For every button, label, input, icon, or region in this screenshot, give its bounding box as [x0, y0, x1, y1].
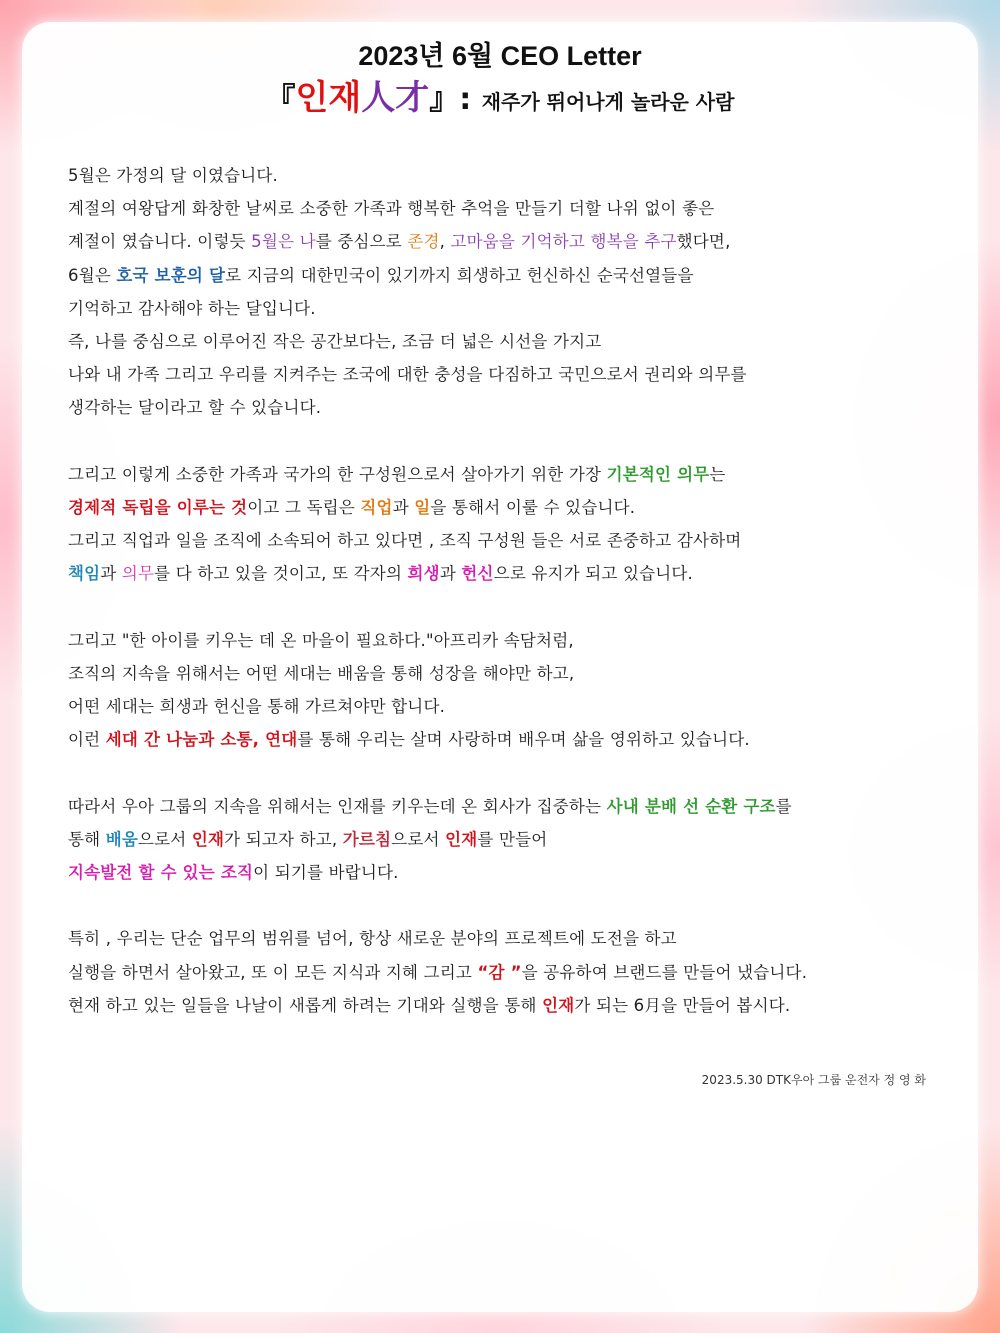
p2-line-1	[68, 463, 928, 496]
text: 통해	[68, 829, 106, 849]
letter-body	[68, 164, 928, 1027]
highlight: 경제적 독립을 이루는 것	[68, 497, 248, 517]
open-bracket: 『	[265, 82, 296, 117]
p5-line-2	[68, 961, 928, 994]
paragraph-gap	[68, 595, 928, 628]
p1-line-6: 즉, 나를 중심으로 이루어진 작은 공간보다는, 조금 더 넓은 시선을 가지고	[68, 331, 602, 351]
text: 를 중심으로	[315, 232, 408, 252]
highlight: 인재	[445, 829, 478, 849]
headline-word-hanja: 人才	[361, 78, 430, 118]
p1-line-3	[68, 230, 928, 263]
highlight: 존경	[407, 232, 440, 252]
p3-line-3: 어떤 세대는 희생과 헌신을 통해 가르쳐야만 합니다.	[68, 697, 446, 716]
text: 을 통해서 이룰 수 있습니다.	[430, 497, 636, 517]
text: 를 다 하고 있을 것이고, 또 각자의	[154, 564, 408, 584]
text: 이고 그 독립은	[247, 497, 361, 517]
p1-line-8: 생각하는 달이라고 할 수 있습니다.	[68, 398, 322, 418]
text: 이 되기를 바랍니다.	[253, 862, 399, 882]
p4-line-3	[68, 861, 928, 894]
highlight: 헌신	[461, 564, 494, 584]
text: 를 통해 우리는 살며 사랑하며 배우며 삶을 영위하고 있습니다.	[297, 730, 750, 750]
text: 6월은	[68, 265, 117, 285]
highlight: 가르침	[342, 829, 392, 849]
close-bracket: 』	[429, 82, 460, 117]
text: 으로 유지가 되고 있습니다.	[493, 564, 693, 584]
text: 가 되는 6月을 만들어 봅시다.	[574, 995, 791, 1015]
letter-title: 2023년 6월 CEO Letter	[358, 41, 642, 71]
highlight: 인재	[191, 829, 225, 849]
headline-subtitle: 재주가 뛰어나게 놀라운 사람	[481, 90, 735, 114]
highlight: 고마움을 기억하고 행복을 추구	[450, 232, 677, 252]
highlight: 나	[299, 232, 316, 252]
text: 를	[775, 796, 792, 816]
signature: 2023.5.30 DTK우아 그룹 운전자 정 영 화	[701, 1073, 926, 1087]
text: 계절이 였습니다. 이렇듯	[68, 232, 252, 252]
text: 이런	[68, 730, 106, 750]
text: 했다면,	[676, 232, 731, 252]
highlight: 책임	[68, 564, 101, 584]
highlight: 사내 분배 선 순환 구조	[606, 796, 776, 816]
highlight: 세대 간 나눔과 소통, 연대	[105, 730, 298, 750]
text: 는	[709, 464, 726, 484]
p3-line-4	[68, 728, 928, 761]
p2-line-3: 그리고 직업과 일을 조직에 소속되어 하고 있다면 , 조직 구성원 들은 서로 존중하고 감사하며	[68, 531, 742, 551]
text: ,	[439, 232, 451, 252]
p4-line-2	[68, 828, 928, 861]
highlight: 희생	[407, 564, 440, 584]
text: 를 만들어	[477, 829, 548, 849]
p3-line-1: 그리고 "한 아이를 키우는 데 온 마을이 필요하다."아프리카 속담처럼,	[68, 630, 574, 650]
p3-line-2: 조직의 지속을 위해서는 어떤 세대는 배움을 통해 성장을 해야만 하고,	[68, 663, 575, 683]
p2-line-2	[68, 496, 928, 529]
text: 과	[100, 564, 122, 584]
letter-headline	[0, 70, 1000, 119]
paragraph-gap	[68, 894, 928, 927]
highlight: 인재	[542, 995, 575, 1015]
text: 따라서 우아 그룹의 지속을 위해서는 인재를 키우는데 온 회사가 집중하는	[68, 796, 607, 816]
p5-line-3	[68, 994, 928, 1027]
p1-line-1: 5월은 가정의 달 이였습니다.	[68, 166, 279, 185]
text: 으로서	[138, 829, 192, 849]
paragraph-gap	[68, 761, 928, 794]
highlight: 지속발전 할 수 있는 조직	[68, 862, 254, 882]
p2-line-4	[68, 562, 928, 595]
text: 로 지금의 대한민국이 있기까지 희생하고 헌신하신 순국선열들을	[225, 265, 694, 285]
text: 실행을 하면서 살아왔고, 또 이 모든 지식과 지혜 그리고	[68, 962, 478, 982]
headline-colon: :	[459, 82, 482, 117]
p1-line-7: 나와 내 가족 그리고 우리를 지켜주는 조국에 대한 충성을 다짐하고 국민으로서 권리와 의무를	[68, 365, 747, 385]
highlight: 호국 보훈의 달	[116, 265, 226, 285]
p4-line-1	[68, 795, 928, 828]
highlight: 직업	[360, 497, 393, 517]
p1-line-5: 기억하고 감사해야 하는 달입니다.	[68, 298, 316, 318]
highlight: 5월은	[251, 232, 300, 252]
p1-line-4	[68, 264, 928, 297]
text: 그리고 이렇게 소중한 가족과 국가의 한 구성원으로서 살아가기 위한 가장	[68, 464, 607, 484]
text: 가 되고자 하고,	[224, 829, 343, 849]
headline-word-korean: 인재	[295, 78, 362, 118]
highlight: 의무	[121, 564, 155, 584]
paragraph-gap	[68, 430, 928, 463]
highlight: 배움	[105, 829, 139, 849]
text: 현재 하고 있는 일들을 나날이 새롭게 하려는 기대와 실행을 통해	[68, 995, 543, 1015]
highlight: 일	[414, 497, 431, 517]
highlight: 기본적인 의무	[606, 464, 710, 484]
highlight: “감 ”	[477, 962, 522, 982]
p5-line-1: 특히 , 우리는 단순 업무의 범위를 넘어, 항상 새로운 분야의 프로젝트에 도전을 하고	[68, 929, 677, 949]
text: 과	[392, 497, 415, 517]
text: 과	[439, 564, 462, 584]
p1-line-2: 계절의 여왕답게 화창한 날씨로 소중한 가족과 행복한 추억을 만들기 더할 나위 없이 좋은	[68, 199, 715, 219]
text: 으로서	[391, 829, 446, 849]
text: 을 공유하여 브랜드를 만들어 냈습니다.	[521, 962, 808, 982]
